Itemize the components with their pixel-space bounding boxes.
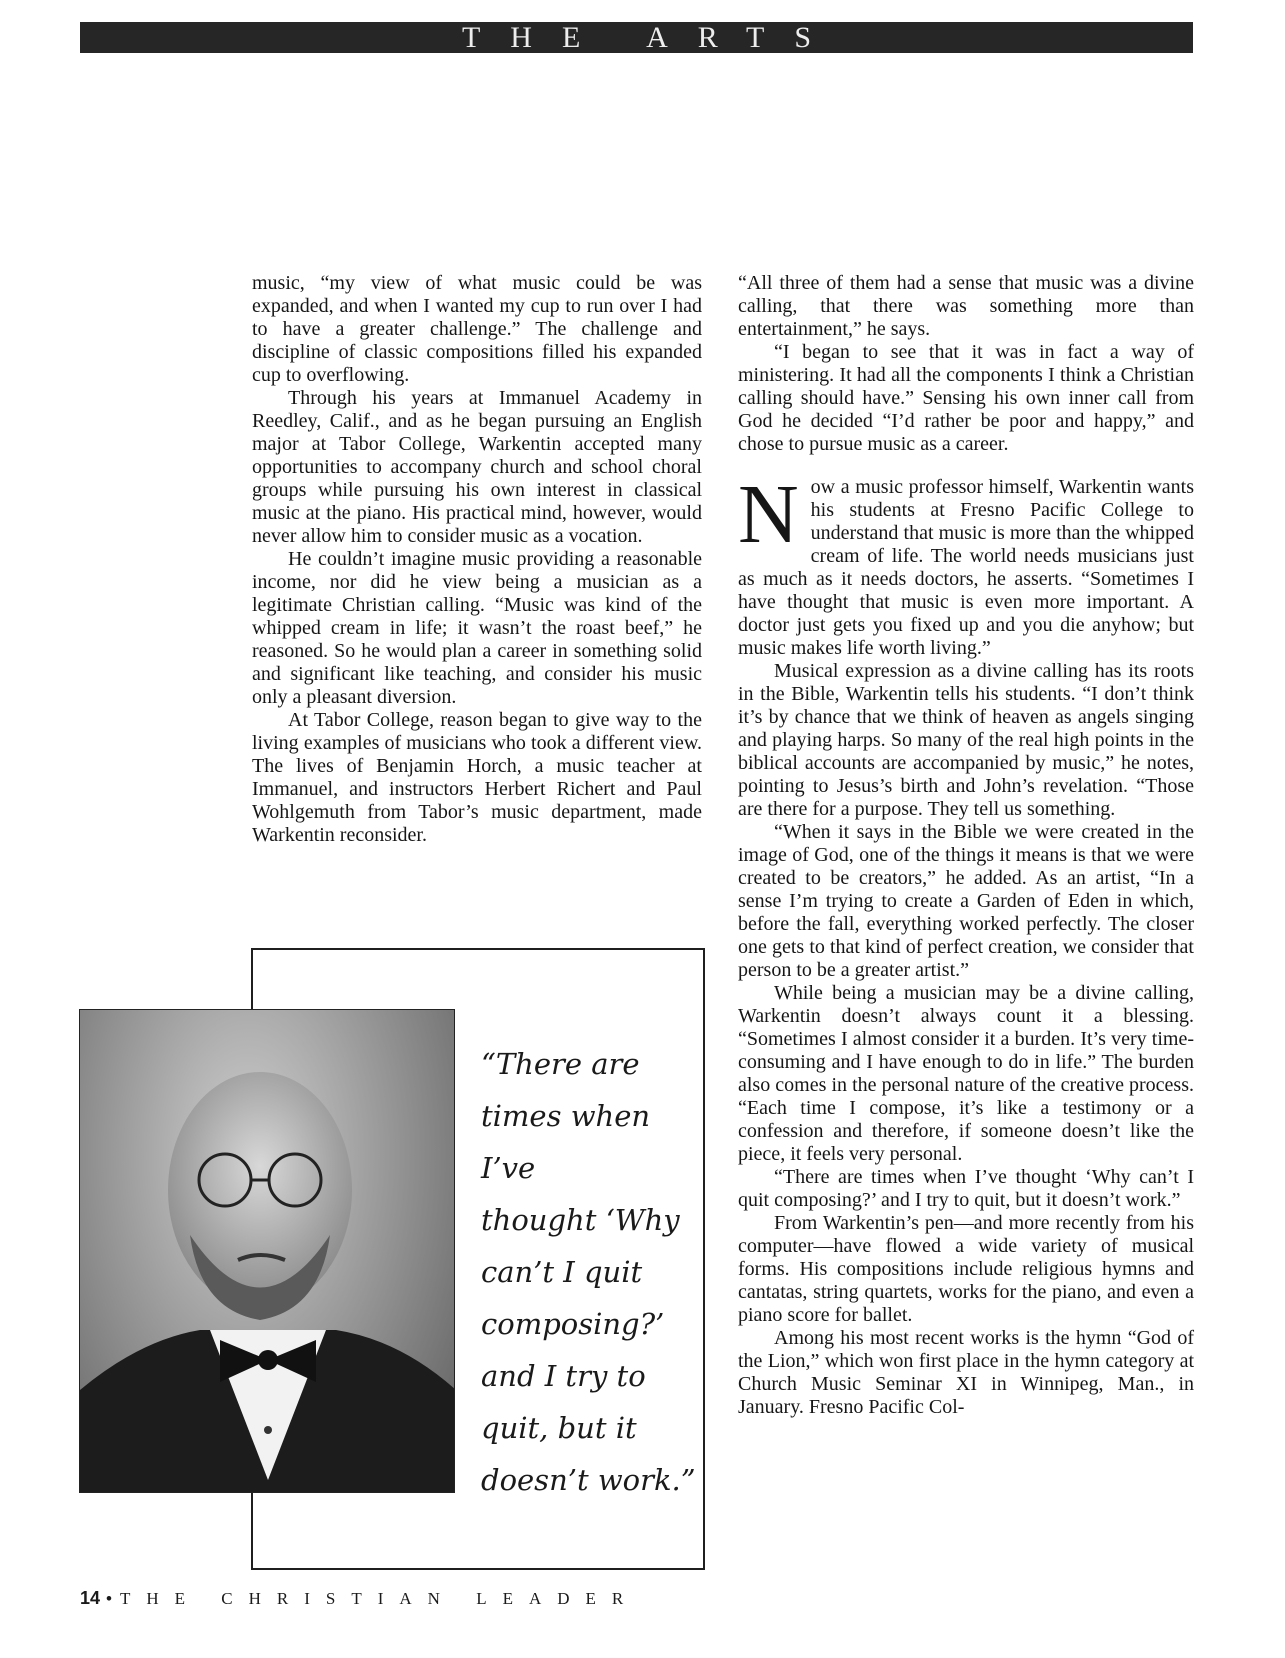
page-footer (80, 1588, 639, 1609)
pull-quote-line: times when I’ve (481, 1099, 651, 1185)
pull-quote-line: composing?’ (481, 1307, 665, 1341)
body-paragraph: He couldn’t imagine music providing a reasonable income, nor did he view being a musician as a legitimate Christian calling. “Music was kind of the whipped cream in life; it wasn’t the roast beef,” he reasoned. So he would plan a career in something solid and significant like teaching, and consider his music only a pleasant diversion. (252, 548, 702, 708)
section-header-bar (80, 22, 1193, 53)
body-paragraph: “There are times when I’ve thought ‘Why can’t I quit composing?’ and I try to quit, but it doesn’t work.” (738, 1166, 1194, 1211)
portrait-photo (79, 1009, 455, 1493)
body-paragraph: Among his most recent works is the hymn “God of the Lion,” which won first place in the hymn category at Church Music Seminar XI in Winnipeg, Man., in January. Fresno Pacific Col- (738, 1327, 1194, 1418)
drop-cap-paragraph (738, 468, 1194, 660)
body-paragraph: From Warkentin’s pen—and more recently from his computer—have flowed a wide variety of musical forms. His compositions include religious hymns and cantatas, string quartets, works for the piano, and even a piano score for ballet. (738, 1212, 1194, 1326)
section-title: THE ARTS (461, 22, 842, 53)
body-paragraph: “All three of them had a sense that music was a divine calling, that there was something more than entertainment,” he says. (738, 272, 1194, 340)
pull-quote-line: “There are (481, 1047, 640, 1081)
drop-cap-paragraph-text: ow a music professor himself, Warkentin wants his students at Fresno Pacific College to understand that music is more than the whipped cream of life. The world needs musicians just as much as it needs doctors, he asserts. “Sometimes I have thought that music is even more important. A doctor just gets you fixed up and you die anyhow; but music makes life worth living.” (738, 476, 1194, 659)
body-paragraph: Through his years at Immanuel Academy in Reedley, Calif., and as he began pursuing an English major at Tabor College, Warkentin accepted many opportunities to accompany church and school choral groups while pursuing his own interest in classical music at the piano. His practical mind, however, would never allow him to consider music as a vocation. (252, 387, 702, 547)
bullet-separator-icon: • (106, 1589, 112, 1608)
left-column (252, 272, 702, 847)
pull-quote-line: quit, but it (481, 1411, 637, 1445)
publication-name: THE CHRISTIAN LEADER (119, 1589, 640, 1608)
body-paragraph: While being a musician may be a divine calling, Warkentin doesn’t always count it a blessing. “Sometimes I almost consider it a burden. It’s very time-consuming and I have enough to do in life.” The burden also comes in the personal nature of the creative process. “Each time I compose, it’s like a testimony or a confession and therefore, if someone doesn’t like the piece, it feels very personal. (738, 982, 1194, 1165)
portrait-illustration (80, 1010, 455, 1493)
pull-quote-line: doesn’t work.” (481, 1463, 696, 1497)
body-paragraph: “When it says in the Bible we were created in the image of God, one of the things it means is that we were created to be creators,” he added. As an artist, “In a sense I’m trying to create a Garden of Eden in which, before the fall, everything worked perfectly. The closer one gets to that kind of perfect creation, we consider that person to be a greater artist.” (738, 821, 1194, 981)
right-column (738, 272, 1194, 1419)
body-paragraph: At Tabor College, reason began to give way to the living examples of musicians who took a different view. The lives of Benjamin Horch, a music teacher at Immanuel, and instructors Herbert Richert and Paul Wohlgemuth from Tabor’s music department, made Warkentin reconsider. (252, 709, 702, 846)
body-paragraph: music, “my view of what music could be was expanded, and when I wanted my cup to run over I had to have a greater challenge.” The challenge and discipline of classic compositions filled his expanded cup to overflowing. (252, 272, 702, 386)
body-paragraph: Musical expression as a divine calling has its roots in the Bible, Warkentin tells his students. “I don’t think it’s by chance that we think of heaven as angels singing and playing harps. So many of the real high points in the biblical accounts are accompanied by music,” he notes, pointing to Jesus’s birth and John’s revelation. “Those are there for a purpose. They tell us something. (738, 660, 1194, 820)
pull-quote (481, 1038, 707, 1506)
body-paragraph: “I began to see that it was in fact a way of ministering. It had all the components I think a Christian calling should have.” Sensing his own inner call from God he decided “I’d rather be poor and happy,” and chose to pursue music as a career. (738, 341, 1194, 455)
pull-quote-line: thought ‘Why (481, 1203, 680, 1237)
drop-cap: N (738, 468, 799, 561)
pull-quote-line: and I try to (481, 1359, 646, 1393)
pull-quote-line: can’t I quit (481, 1255, 643, 1289)
page-number: 14 (80, 1588, 101, 1608)
